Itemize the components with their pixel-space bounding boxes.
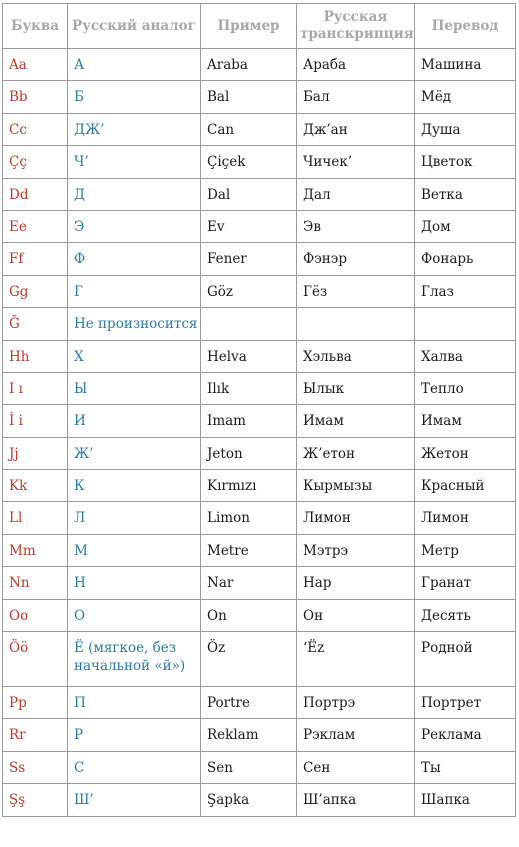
cell-example: Sen [201,751,297,783]
cell-transcription: Гёз [297,275,415,307]
table-row [3,437,516,469]
cell-translation: Шапка [415,784,516,816]
cell-example: Dal [201,178,297,210]
cell-translation: Лимон [415,502,516,534]
table-row [3,275,516,307]
cell-example: Kırmızı [201,470,297,502]
cell-letter: Bb [3,81,68,113]
cell-russian-analog: Б [68,81,201,113]
cell-translation: Машина [415,49,516,81]
cell-example: Imam [201,405,297,437]
alphabet-table-container [2,3,516,817]
cell-transcription: Дж’ан [297,113,415,145]
cell-transcription: Хэльва [297,340,415,372]
cell-example: Fener [201,243,297,275]
cell-translation: Жетон [415,437,516,469]
cell-letter: Cc [3,113,68,145]
cell-translation: Родной [415,632,516,687]
cell-transcription: Портрэ [297,687,415,719]
cell-translation: Красный [415,470,516,502]
cell-translation: Ветка [415,178,516,210]
header-translation: Перевод [415,4,516,49]
cell-letter: Mm [3,534,68,566]
cell-translation: Дом [415,210,516,242]
cell-letter: Şş [3,784,68,816]
cell-transcription: Ж’етон [297,437,415,469]
table-row [3,405,516,437]
cell-example: Portre [201,687,297,719]
cell-example: Can [201,113,297,145]
cell-translation: Метр [415,534,516,566]
cell-letter: Jj [3,437,68,469]
cell-russian-analog: Ф [68,243,201,275]
cell-transcription: Рэклам [297,719,415,751]
cell-transcription: Араба [297,49,415,81]
alphabet-table [2,3,516,817]
table-body [3,49,516,817]
cell-letter: Çç [3,146,68,178]
table-row [3,210,516,242]
cell-russian-analog: Ж’ [68,437,201,469]
cell-transcription: Кырмызы [297,470,415,502]
table-row [3,372,516,404]
cell-letter: Ff [3,243,68,275]
cell-russian-analog: Не произносится [68,308,201,340]
cell-transcription [297,308,415,340]
table-row [3,308,516,340]
cell-transcription: Он [297,599,415,631]
cell-example [201,308,297,340]
cell-transcription: Бал [297,81,415,113]
cell-letter: Dd [3,178,68,210]
table-row [3,502,516,534]
cell-transcription: Ш’апка [297,784,415,816]
cell-translation: Гранат [415,567,516,599]
cell-transcription: Фэнэр [297,243,415,275]
cell-example: Ev [201,210,297,242]
cell-translation: Тепло [415,372,516,404]
cell-russian-analog: Э [68,210,201,242]
cell-russian-analog: И [68,405,201,437]
table-row [3,81,516,113]
header-example: Пример [201,4,297,49]
cell-letter: Kk [3,470,68,502]
cell-translation: Реклама [415,719,516,751]
cell-letter: İ i [3,405,68,437]
cell-example: Şapka [201,784,297,816]
cell-letter: Ll [3,502,68,534]
cell-example: Öz [201,632,297,687]
cell-translation: Глаз [415,275,516,307]
cell-example: Çiçek [201,146,297,178]
cell-russian-analog: М [68,534,201,566]
cell-example: Ilık [201,372,297,404]
cell-example: Jeton [201,437,297,469]
cell-translation: Мёд [415,81,516,113]
cell-example: Bal [201,81,297,113]
cell-transcription: Дал [297,178,415,210]
table-row [3,178,516,210]
cell-example: Limon [201,502,297,534]
cell-translation: Цветок [415,146,516,178]
cell-example: Reklam [201,719,297,751]
cell-letter: Pp [3,687,68,719]
table-row [3,49,516,81]
cell-example: On [201,599,297,631]
cell-translation: Душа [415,113,516,145]
cell-translation: Имам [415,405,516,437]
cell-russian-analog: Н [68,567,201,599]
cell-translation: Десять [415,599,516,631]
cell-transcription: Чичек’ [297,146,415,178]
table-row [3,534,516,566]
table-row [3,784,516,816]
table-row [3,751,516,783]
cell-russian-analog: Р [68,719,201,751]
cell-transcription: Эв [297,210,415,242]
cell-transcription: Лимон [297,502,415,534]
table-row [3,146,516,178]
cell-translation: Портрет [415,687,516,719]
cell-russian-analog: ДЖ’ [68,113,201,145]
cell-letter: Gg [3,275,68,307]
cell-transcription: ‘Ёz [297,632,415,687]
cell-letter: Ğ [3,308,68,340]
cell-letter: Ee [3,210,68,242]
cell-russian-analog: П [68,687,201,719]
table-row [3,687,516,719]
cell-example: Metre [201,534,297,566]
cell-transcription: Ылык [297,372,415,404]
cell-example: Nar [201,567,297,599]
header-row [3,4,516,49]
cell-russian-analog: А [68,49,201,81]
table-row [3,632,516,687]
cell-russian-analog: Ч’ [68,146,201,178]
cell-transcription: Имам [297,405,415,437]
cell-translation: Ты [415,751,516,783]
cell-russian-analog: Ы [68,372,201,404]
cell-russian-analog: С [68,751,201,783]
cell-russian-analog: К [68,470,201,502]
cell-russian-analog: Х [68,340,201,372]
table-row [3,243,516,275]
cell-example: Araba [201,49,297,81]
table-row [3,340,516,372]
table-header [3,4,516,49]
cell-example: Helva [201,340,297,372]
cell-translation: Халва [415,340,516,372]
cell-russian-analog: О [68,599,201,631]
header-transcription: Русская транскрипция [297,4,415,49]
cell-letter: I ı [3,372,68,404]
table-row [3,567,516,599]
cell-russian-analog: Д [68,178,201,210]
cell-example: Göz [201,275,297,307]
cell-russian-analog: Ё (мягкое, без начальной «й») [68,632,201,687]
cell-letter: Nn [3,567,68,599]
table-row [3,719,516,751]
cell-letter: Aa [3,49,68,81]
cell-transcription: Сен [297,751,415,783]
cell-translation: Фонарь [415,243,516,275]
cell-transcription: Мэтрэ [297,534,415,566]
header-russian-analog: Русский аналог [68,4,201,49]
table-row [3,470,516,502]
cell-transcription: Нар [297,567,415,599]
cell-letter: Oo [3,599,68,631]
cell-russian-analog: Г [68,275,201,307]
cell-letter: Öö [3,632,68,687]
cell-letter: Rr [3,719,68,751]
cell-russian-analog: Л [68,502,201,534]
cell-russian-analog: Ш’ [68,784,201,816]
cell-translation [415,308,516,340]
header-letter: Буква [3,4,68,49]
table-row [3,113,516,145]
cell-letter: Hh [3,340,68,372]
cell-letter: Ss [3,751,68,783]
table-row [3,599,516,631]
